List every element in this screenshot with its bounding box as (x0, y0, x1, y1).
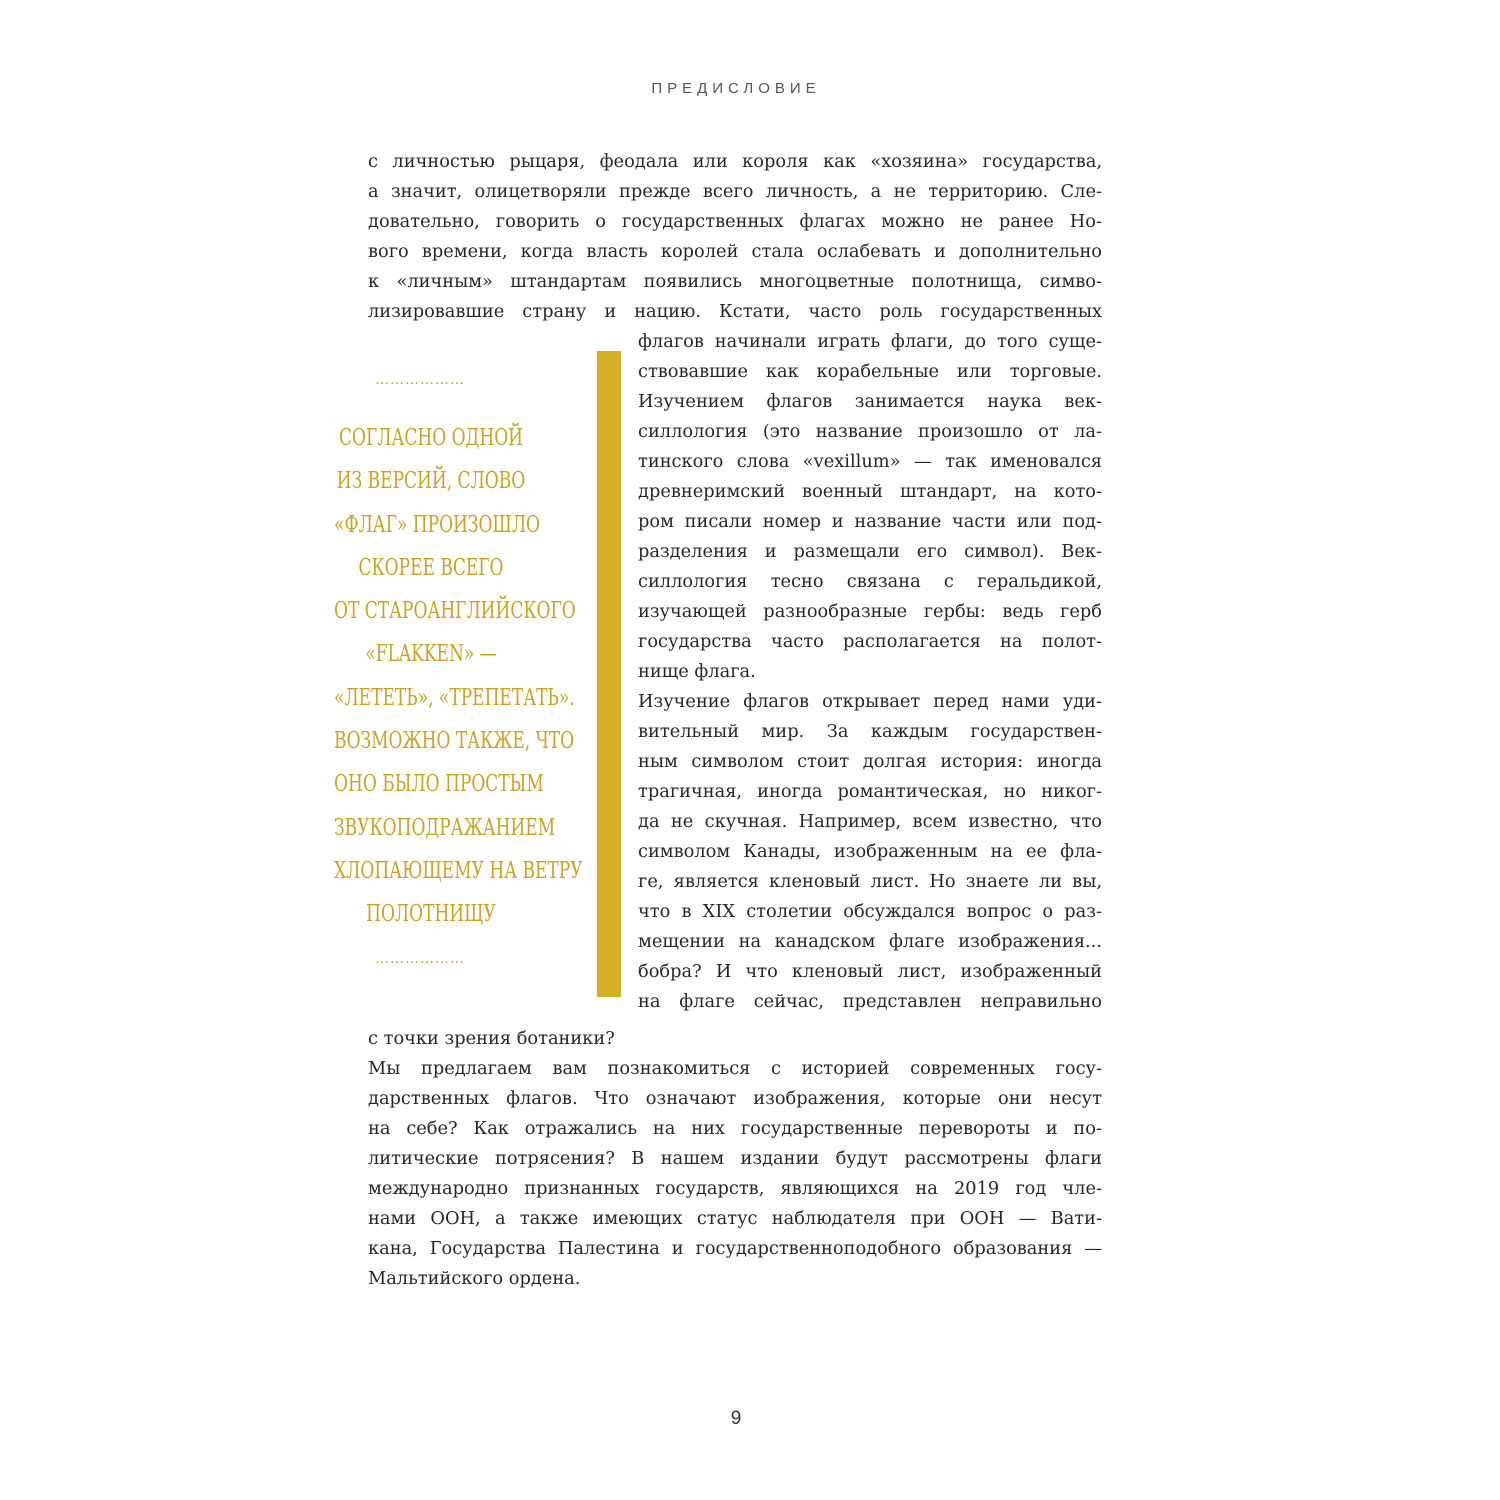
body-line: а значит, олицетворяли прежде всего личность, а не территорию. Сле- (368, 181, 1102, 202)
body-line: вого времени, когда власть королей стала ослабевать и дополнительно (368, 241, 1102, 262)
pull-quote-line: «ФЛАГ» ПРОИЗОШЛО (334, 511, 541, 538)
body-line: мещении на канадском флаге изображения... (638, 931, 1102, 952)
body-line: на флаге сейчас, представлен неправильно (638, 991, 1102, 1012)
body-line: символом Канады, изображенным на ее фла- (638, 841, 1102, 862)
body-line: ром писали номер и название части или под- (638, 511, 1102, 532)
pull-quote (334, 417, 583, 937)
body-line: на себе? Как отражались на них государственные перевороты и по- (368, 1118, 1102, 1139)
pull-quote-line: ПОЛОТНИЩУ (366, 901, 496, 928)
body-line: к «личным» штандартам появились многоцветные полотнища, симво- (368, 271, 1102, 292)
pull-quote-line: ИЗ ВЕРСИЙ, СЛОВО (336, 468, 526, 495)
pull-quote-line: ВОЗМОЖНО ТАКЖЕ, ЧТО (334, 728, 575, 755)
body-line: Мы предлагаем вам познакомиться с историей современных госу- (368, 1058, 1102, 1079)
pull-quote-line: «ЛЕТЕТЬ», «ТРЕПЕТАТЬ». (334, 684, 575, 711)
body-line: дарственных флагов. Что означают изображения, которые они несут (368, 1088, 1102, 1109)
pull-quote-line: ЗВУКОПОДРАЖАНИЕМ (334, 814, 556, 841)
pull-quote-line: «FLAKKEN» — (365, 641, 497, 668)
pull-quote-dots-bottom: ……………… (375, 951, 465, 967)
body-line: нище флага. (638, 661, 756, 682)
body-line: силлология тесно связана с геральдикой, (638, 571, 1102, 592)
body-line: флагов начинали играть флаги, до того суще- (638, 331, 1102, 352)
body-line: международно признанных государств, являющихся на 2019 год чле- (368, 1178, 1102, 1199)
body-line: ным символом стоит долгая история: иногда (638, 751, 1102, 772)
pull-quote-line: СОГЛАСНО ОДНОЙ (338, 425, 524, 451)
pull-quote-line: ХЛОПАЮЩЕМУ НА ВЕТРУ (334, 857, 583, 884)
body-line: с личностью рыцаря, феодала или короля как «хозяина» государства, (368, 151, 1102, 172)
body-line: разделения и размещали его символ). Век- (638, 541, 1102, 562)
body-line: с точки зрения ботаники? (368, 1028, 615, 1049)
body-line: Мальтийского ордена. (368, 1268, 581, 1289)
body-line: нами ООН, а также имеющих статус наблюдателя при ООН — Вати- (368, 1208, 1102, 1229)
body-line: да не скучная. Например, всем известно, что (638, 811, 1102, 832)
body-line: что в XIX столетии обсуждался вопрос о раз- (638, 901, 1102, 922)
body-line: довательно, говорить о государственных флагах можно не ранее Но- (368, 211, 1102, 232)
body-line: литические потрясения? В нашем издании будут рассмотрены флаги (368, 1148, 1102, 1169)
body-line: государства часто располагается на полот- (638, 631, 1102, 652)
pull-quote-line: СКОРЕЕ ВСЕГО (358, 554, 504, 581)
pull-quote-dots-top: ……………… (375, 372, 465, 388)
body-line: изучающей разнообразные гербы: ведь герб (638, 601, 1102, 622)
body-line: тинского слова «vexillum» — так именовался (638, 451, 1102, 472)
body-line: бобра? И что кленовый лист, изображенный (638, 961, 1102, 982)
body-line: ге, является кленовый лист. Но знаете ли вы, (638, 871, 1102, 892)
pull-quote-line: ОТ СТАРОАНГЛИЙСКОГО (334, 598, 576, 625)
body-line: Изучение флагов открывает перед нами уди- (638, 691, 1102, 712)
body-line: силлология (это название произошло от ла- (638, 421, 1102, 442)
body-line: вительный мир. За каждым государствен- (638, 721, 1102, 742)
pull-quote-line: ОНО БЫЛО ПРОСТЫМ (334, 771, 544, 798)
sidebar-accent-bar (597, 351, 621, 997)
running-header: ПРЕДИСЛОВИЕ (651, 80, 821, 97)
body-line: древнеримский военный штандарт, на кото- (638, 481, 1102, 502)
body-line: лизировавшие страну и нацию. Кстати, часто роль государственных (368, 301, 1102, 322)
body-line: трагичная, иногда романтическая, но никог- (638, 781, 1102, 802)
body-line: кана, Государства Палестина и государственноподобного образования — (368, 1238, 1102, 1259)
page-number: 9 (730, 1408, 742, 1429)
body-line: Изучением флагов занимается наука век- (638, 391, 1102, 412)
body-line: ствовавшие как корабельные или торговые. (638, 361, 1102, 382)
